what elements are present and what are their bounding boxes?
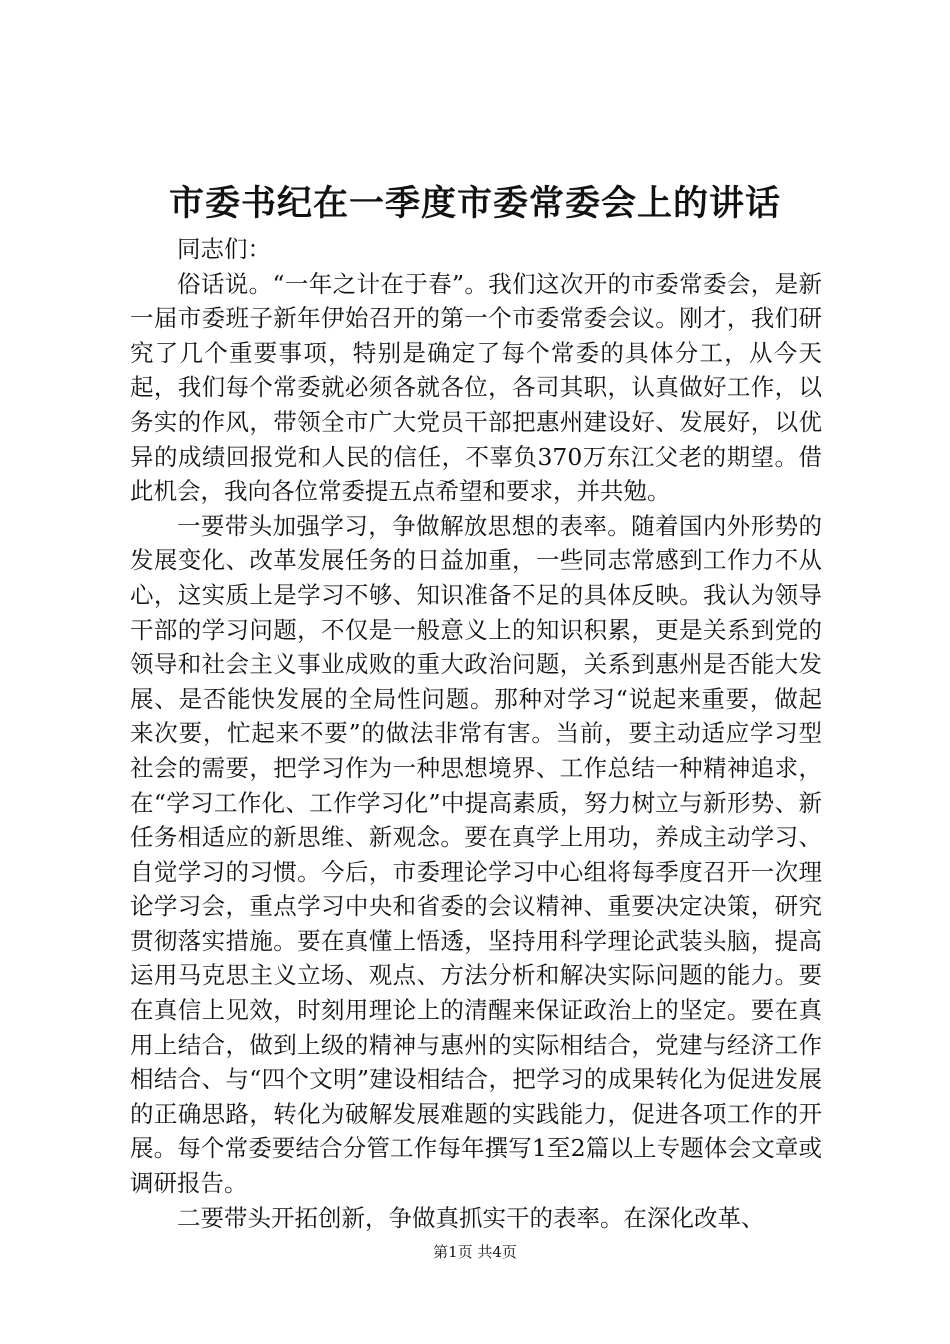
page-footer: 第1页 共4页 xyxy=(433,1243,517,1261)
paragraph-intro: 俗话说。“一年之计在于春”。我们这次开的市委常委会，是新一届市委班子新年伊始召开的第一个市委常委会议。刚才，我们研究了几个重要事项，特别是确定了每个常委的具体分工，从今天起，我们每个常委就必须各就各位，各司其职，认真做好工作，以务实的作风，带领全市广大党员干部把惠州建设好、发展好，以优异的成绩回报党和人民的信任，不辜负370万东江父老的期望。借此机会，我向各位常委提五点希望和要求，并共勉。 xyxy=(130,269,822,506)
document-body xyxy=(130,232,822,1235)
document-title: 市委书纪在一季度市委常委会上的讲话 xyxy=(168,183,781,224)
paragraph-point-one: 一要带头加强学习，争做解放思想的表率。随着国内外形势的发展变化、改革发展任务的日益加重，一些同志常感到工作力不从心，这实质上是学习不够、知识准备不足的具体反映。我认为领导干部的学习问题，不仅是一般意义上的知识积累，更是关系到党的领导和社会主义事业成败的重大政治问题，关系到惠州是否能大发展、是否能快发展的全局性问题。那种对学习“说起来重要，做起来次要，忙起来不要”的做法非常有害。当前，要主动适应学习型社会的需要，把学习作为一种思想境界、工作总结一种精神追求，在“学习工作化、工作学习化”中提高素质，努力树立与新形势、新任务相适应的新思维、新观念。要在真学上用功，养成主动学习、自觉学习的习惯。今后，市委理论学习中心组将每季度召开一次理论学习会，重点学习中央和省委的会议精神、重要决定决策，研究贯彻落实措施。要在真懂上悟透，坚持用科学理论武装头脑，提高运用马克思主义立场、观点、方法分析和解决实际问题的能力。要在真信上见效，时刻用理论上的清醒来保证政治上的坚定。要在真用上结合，做到上级的精神与惠州的实际相结合，党建与经济工作相结合、与“四个文明”建设相结合，把学习的成果转化为促进发展的正确思路，转化为破解发展难题的实践能力，促进各项工作的开展。每个常委要结合分管工作每年撰写1至2篇以上专题体会文章或调研报告。 xyxy=(130,511,822,1198)
paragraph-point-two: 二要带头开拓创新，争做真抓实干的表率。在深化改革、 xyxy=(177,1203,765,1232)
salutation: 同志们： xyxy=(177,235,271,263)
